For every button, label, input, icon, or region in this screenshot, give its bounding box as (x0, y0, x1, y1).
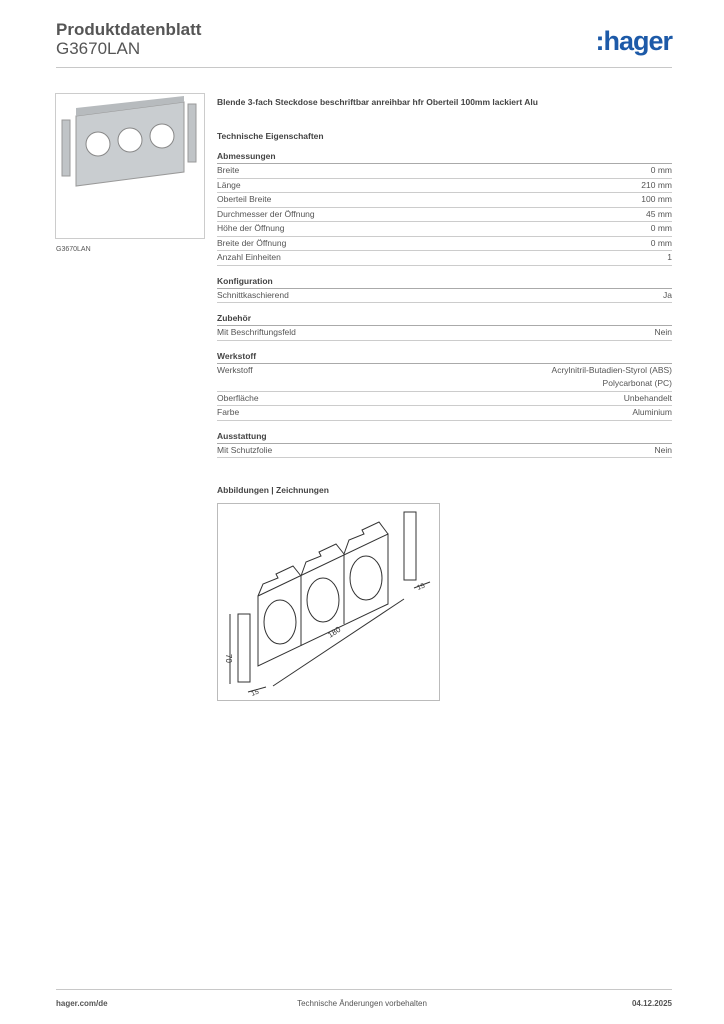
property-value: 0 mm (650, 165, 672, 175)
property-label: Farbe (217, 407, 240, 417)
property-row (217, 208, 672, 223)
dim-side-label-left: 15 (250, 688, 261, 698)
property-row (217, 164, 672, 179)
property-value: 0 mm (650, 237, 672, 248)
property-label: Mit Schutzfolie (217, 444, 273, 455)
property-group (217, 151, 672, 266)
property-group (217, 431, 672, 459)
property-value: Unbehandelt (623, 392, 672, 403)
property-value: 1 (667, 252, 672, 262)
group-title: Werkstoff (217, 351, 672, 364)
dim-side-label-right: 15 (416, 582, 427, 592)
property-label: Schnittkaschierend (217, 289, 289, 300)
footer-divider (56, 989, 672, 990)
figures-title: Abbildungen | Zeichnungen (217, 485, 329, 495)
dim-height-label: 70 (224, 654, 233, 663)
property-row (217, 444, 672, 459)
technical-properties (217, 131, 672, 458)
property-value: Ja (663, 289, 672, 300)
property-label: Oberteil Breite (217, 194, 272, 204)
product-code: G3670LAN (56, 39, 141, 58)
section-title: Technische Eigenschaften (217, 131, 324, 141)
property-value: Nein (654, 327, 672, 337)
property-row (217, 406, 672, 421)
property-label: Höhe der Öffnung (217, 223, 285, 233)
property-row (217, 179, 672, 194)
footer-date: 04.12.2025 (631, 999, 672, 1008)
property-label: Mit Beschriftungsfeld (217, 327, 296, 337)
property-label: Durchmesser der Öffnung (217, 208, 315, 219)
property-group (217, 313, 672, 341)
property-label: Breite der Öffnung (217, 237, 287, 248)
group-title: Ausstattung (217, 431, 672, 444)
property-row (217, 222, 672, 237)
group-title: Abmessungen (217, 151, 672, 164)
property-value: 45 mm (646, 208, 672, 219)
hager-logo: :hager (595, 26, 672, 56)
header-divider (56, 67, 672, 68)
property-row (217, 237, 672, 252)
property-group (217, 351, 672, 421)
property-value: Acrylnitril-Butadien-Styrol (ABS) Polycarbonat (PC) (551, 364, 672, 388)
page-title: Produktdatenblatt (56, 20, 202, 39)
property-label: Länge (217, 179, 241, 190)
dim-length-label: 180 (326, 624, 343, 640)
property-row (217, 364, 672, 392)
dimension-drawing (217, 503, 440, 701)
property-row (217, 251, 672, 266)
group-title: Zubehör (217, 313, 672, 326)
property-value: Nein (654, 444, 672, 455)
group-title: Konfiguration (217, 276, 672, 289)
footer-website-link[interactable]: hager.com/de (56, 999, 108, 1008)
product-image (55, 93, 205, 239)
property-label: Werkstoff (217, 364, 253, 375)
footer-note: Technische Änderungen vorbehalten (297, 999, 427, 1008)
property-group (217, 276, 672, 304)
property-value: 100 mm (641, 194, 672, 204)
property-value: 210 mm (641, 179, 672, 190)
property-value: Aluminium (632, 407, 672, 417)
property-row (217, 326, 672, 341)
property-row (217, 289, 672, 304)
property-row (217, 193, 672, 208)
property-label: Oberfläche (217, 392, 259, 403)
property-row (217, 392, 672, 407)
product-image-caption: G3670LAN (56, 246, 91, 253)
product-description: Blende 3-fach Steckdose beschriftbar anreihbar hfr Oberteil 100mm lackiert Alu (217, 97, 538, 107)
property-label: Breite (217, 165, 240, 175)
property-value: 0 mm (650, 223, 672, 233)
property-label: Anzahl Einheiten (217, 252, 281, 262)
